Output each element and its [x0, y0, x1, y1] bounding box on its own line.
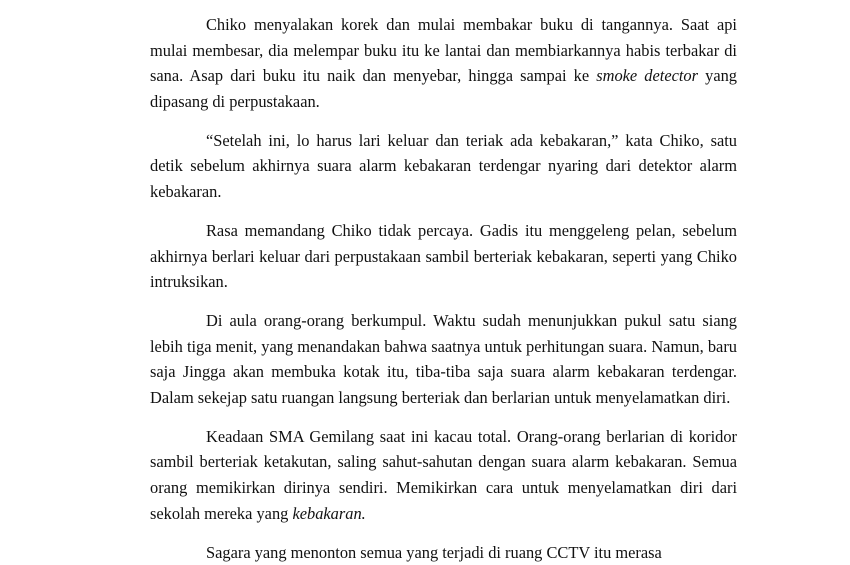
- paragraph: [150, 128, 737, 205]
- paragraph: [150, 12, 737, 114]
- document-page: [150, 12, 737, 565]
- italic-term: smoke detector: [596, 66, 699, 86]
- paragraph-text: “Setelah ini, lo harus lari keluar dan teriak ada kebakaran,” kata Chiko, satu detik sebelum akhirnya suara alarm kebakaran terdengar nyaring dari detektor alarm kebakaran.: [150, 130, 737, 201]
- paragraph: [150, 424, 737, 526]
- paragraph-text: Chiko menyalakan korek dan mulai membakar buku di tangannya. Saat api mulai membesar, dia melempar buku itu ke lantai dan membiarkannya habis terbakar di sana. Asap dari buku itu naik dan menyebar, hingga sampai ke: [150, 15, 737, 86]
- italic-term: kebakaran.: [292, 503, 366, 523]
- paragraph: [150, 218, 737, 295]
- paragraph-text: Sagara yang menonton semua yang terjadi di ruang CCTV itu merasa: [206, 542, 662, 562]
- paragraph-text: Di aula orang-orang berkumpul. Waktu sudah menunjukkan pukul satu siang lebih tiga menit, yang menandakan bahwa saatnya untuk perhitungan suara. Namun, baru saja Jingga akan membuka kotak itu, tiba-tiba saja suara alarm kebakaran terdengar. Dalam sekejap satu ruangan langsung berteriak dan berlarian untuk menyelamatkan diri.: [150, 311, 737, 407]
- paragraph-text: Rasa memandang Chiko tidak percaya. Gadis itu menggeleng pelan, sebelum akhirnya berlari keluar dari perpustakaan sambil berteriak kebakaran, seperti yang Chiko intruksikan.: [150, 220, 737, 292]
- paragraph: [150, 540, 737, 565]
- paragraph-text: yang dipasang di perpustakaan.: [150, 66, 737, 111]
- paragraph-text: Keadaan SMA Gemilang saat ini kacau total. Orang-orang berlarian di koridor sambil berteriak ketakutan, saling sahut-sahutan dengan suara alarm kebakaran. Semua orang memikirkan dirinya sendiri. Memikirkan cara untuk menyelamatkan diri dari sekolah mereka yang: [150, 426, 737, 523]
- paragraph: [150, 308, 737, 410]
